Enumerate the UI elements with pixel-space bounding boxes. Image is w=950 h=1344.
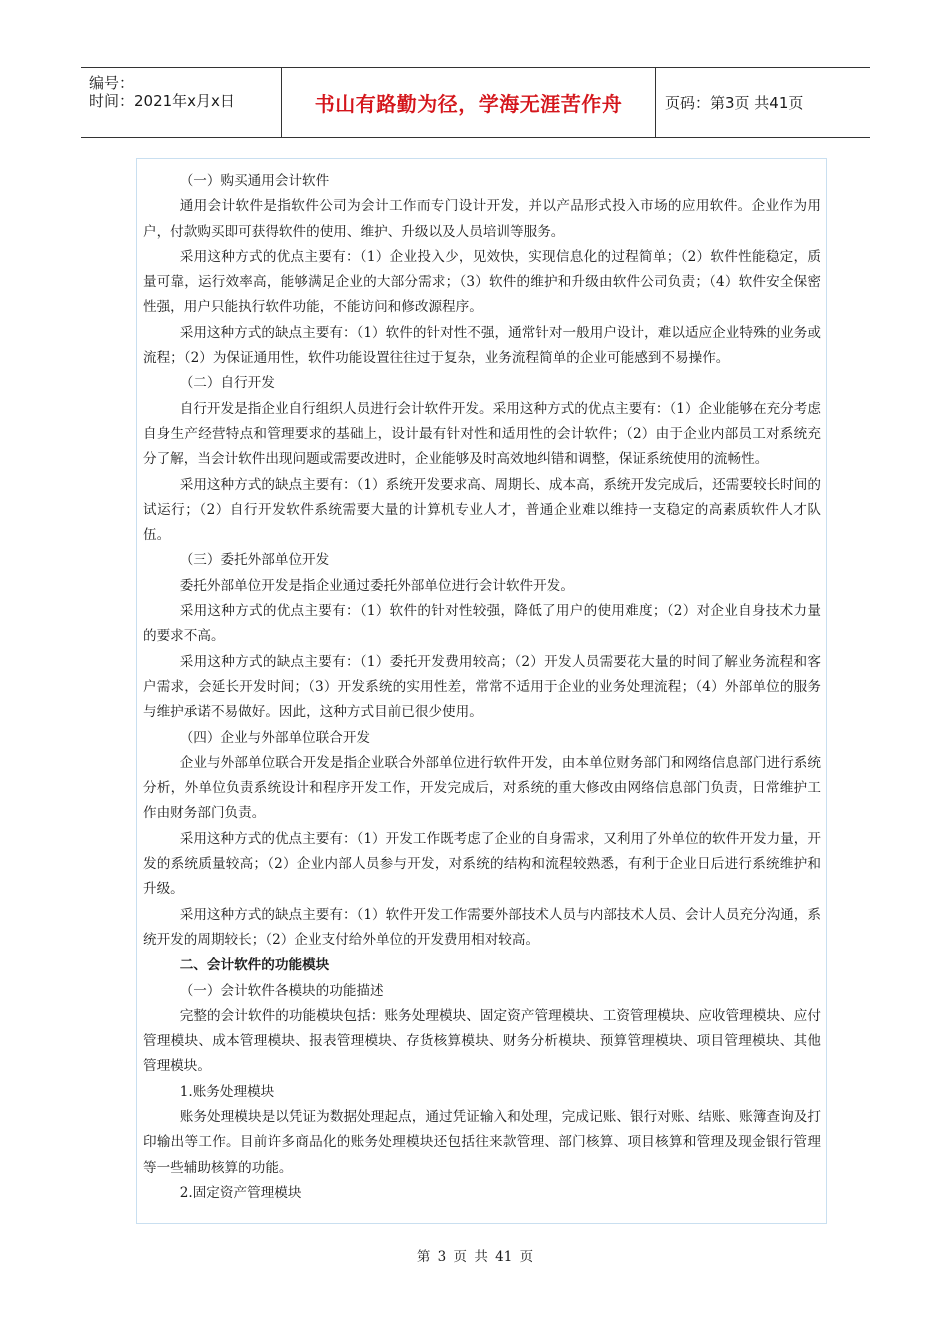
paragraph: 采用这种方式的缺点主要有：（1）软件的针对性不强，通常针对一般用户设计，难以适应企业特殊的业务或流程；（2）为保证通用性，软件功能设置往往过于复杂，业务流程简单的企业可能感到不易操作。 bbox=[143, 324, 821, 367]
number-label: 编号： bbox=[89, 74, 135, 92]
paragraph: （一）购买通用会计软件 bbox=[179, 173, 330, 189]
paragraph: 自行开发是指企业自行组织人员进行会计软件开发。采用这种方式的优点主要有：（1）企业能够在充分考虑自身生产经营特点和管理要求的基础上，设计最有针对性和适用性的会计软件；（2）由于企业内部员工对系统充分了解，当会计软件出现问题或需要改进时，企业能够及时高效地纠错和调整，保证系统使用的流畅性。 bbox=[143, 400, 821, 468]
paragraph: 采用这种方式的优点主要有：（1）企业投入少，见效快，实现信息化的过程简单；（2）软件性能稳定，质量可靠，运行效率高，能够满足企业的大部分需求；（3）软件的维护和升级由软件公司负责；（4）软件安全保密性强，用户只能执行软件功能，不能访问和修改源程序。 bbox=[143, 248, 821, 316]
header-meta bbox=[81, 68, 281, 137]
paragraph: （二）自行开发 bbox=[179, 375, 275, 392]
header-divider bbox=[655, 68, 656, 137]
paragraph: 委托外部单位开发是指企业通过委托外部单位进行会计软件开发。 bbox=[179, 577, 574, 594]
paragraph: 账务处理模块是以凭证为数据处理起点，通过凭证输入和处理，完成记账、银行对账、结账、账簿查询及打印输出等工作。目前许多商品化的账务处理模块还包括往来款管理、部门核算、项目核算和管理及现金银行管理等一些辅助核算的功能。 bbox=[143, 1108, 821, 1176]
paragraph: 采用这种方式的缺点主要有：（1）系统开发要求高、周期长、成本高，系统开发完成后，还需要较长时间的试运行；（2）自行开发软件系统需要大量的计算机专业人才，普通企业难以维持一支稳定的高素质软件人才队伍。 bbox=[143, 476, 821, 544]
section-heading: 二、会计软件的功能模块 bbox=[179, 957, 330, 974]
page-header bbox=[81, 67, 870, 138]
paragraph: 企业与外部单位联合开发是指企业联合外部单位进行软件开发，由本单位财务部门和网络信息部门进行系统分析，外单位负责系统设计和程序开发工作，开发完成后，对系统的重大修改由网络信息部门负责，日常维护工作由财务部门负责。 bbox=[143, 754, 821, 822]
paragraph: （四）企业与外部单位联合开发 bbox=[179, 729, 371, 746]
content-box bbox=[136, 158, 827, 1224]
header-page-info: 页码：第3页 共41页 bbox=[665, 94, 804, 112]
paragraph: 采用这种方式的优点主要有：（1）软件的针对性较强，降低了用户的使用难度；（2）对企业自身技术力量的要求不高。 bbox=[143, 603, 821, 645]
paragraph: 采用这种方式的缺点主要有：（1）委托开发费用较高；（2）开发人员需要花大量的时间了解业务流程和客户需求，会延长开发时间；（3）开发系统的实用性差，常常不适用于企业的业务处理流程；（4）外部单位的服务与维护承诺不易做好。因此，这种方式目前已很少使用。 bbox=[143, 653, 821, 721]
page-footer: 第 3 页 共 41 页 bbox=[416, 1249, 534, 1265]
paragraph: （一）会计软件各模块的功能描述 bbox=[179, 982, 384, 999]
paragraph: （三）委托外部单位开发 bbox=[179, 552, 330, 569]
paragraph: 采用这种方式的优点主要有：（1）开发工作既考虑了企业的自身需求，又利用了外单位的软件开发力量，开发的系统质量较高；（2）企业内部人员参与开发，对系统的结构和流程较熟悉，有利于企业日后进行系统维护和升级。 bbox=[143, 830, 821, 898]
document-body bbox=[143, 169, 821, 1206]
paragraph: 1.账务处理模块 bbox=[179, 1083, 275, 1100]
header-motto: 书山有路勤为径，学海无涯苦作舟 bbox=[314, 92, 623, 116]
paragraph: 2.固定资产管理模块 bbox=[179, 1184, 302, 1201]
paragraph: 采用这种方式的缺点主要有：（1）软件开发工作需要外部技术人员与内部技术人员、会计人员充分沟通，系统开发的周期较长；（2）企业支付给外单位的开发费用相对较高。 bbox=[143, 906, 821, 948]
time-label: 时间：2021年x月x日 bbox=[89, 92, 235, 110]
paragraph: 通用会计软件是指软件公司为会计工作而专门设计开发，并以产品形式投入市场的应用软件。企业作为用户，付款购买即可获得软件的使用、维护、升级以及人员培训等服务。 bbox=[143, 198, 821, 240]
paragraph: 完整的会计软件的功能模块包括：账务处理模块、固定资产管理模块、工资管理模块、应收管理模块、应付管理模块、成本管理模块、报表管理模块、存货核算模块、财务分析模块、预算管理模块、项目管理模块、其他管理模块。 bbox=[143, 1007, 821, 1075]
